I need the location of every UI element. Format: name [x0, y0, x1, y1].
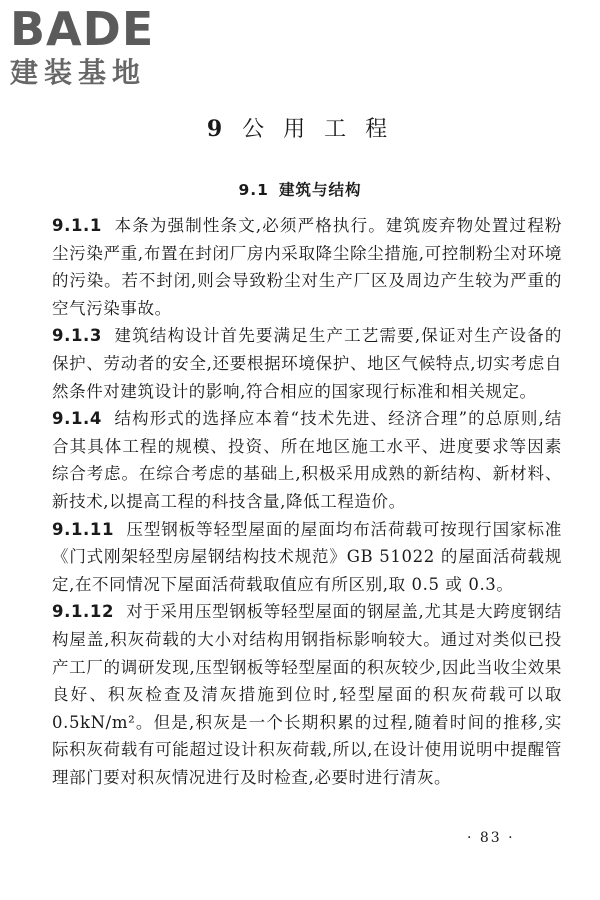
- clause-text: 对于采用压型钢板等轻型屋面的钢屋盖,尤其是大跨度钢结构屋盖,积灰荷载的大小对结构用钢指标影响较大。通过对类似已投产工厂的调研发现,压型钢板等轻型屋面的积灰较少,因此当收尘效果良好、积灰检查及清灰措施到位时,轻型屋面的积灰荷载可以取 0.5kN/m²。但是,积灰是一个长期积累的过程,随着时间的推移,实际积灰荷载有可能超过设计积灰荷载,所以,在设计使用说明中提醒管理部门要对积灰情况进行及时检查,必要时进行清灰。: [52, 602, 562, 787]
- clause-number: 9.1.1: [52, 216, 102, 235]
- clause-paragraph: [52, 322, 562, 405]
- publisher-logo: [10, 4, 180, 90]
- clause-paragraph: [52, 405, 562, 515]
- clause-text: 建筑结构设计首先要满足生产工艺需要,保证对生产设备的保护、劳动者的安全,还要根据环境保护、地区气候特点,切实考虑自然条件对建筑设计的影响,符合相应的国家现行标准和相关规定。: [52, 326, 562, 401]
- section-number: 9.1: [238, 181, 269, 199]
- clause-number: 9.1.12: [52, 602, 115, 622]
- chapter-heading: [0, 112, 600, 143]
- clause-number: 9.1.4: [52, 409, 102, 429]
- page-number: · 83 ·: [467, 830, 515, 846]
- body-text: [52, 212, 562, 791]
- chapter-number: 9: [206, 116, 229, 142]
- clause-number: 9.1.11: [52, 519, 115, 539]
- chapter-title: 公 用 工 程: [242, 117, 394, 142]
- clause-paragraph: [52, 516, 562, 599]
- logo-chinese-text: 建装基地: [10, 56, 147, 89]
- logo-latin-text: BADE: [10, 2, 155, 56]
- clause-text: 压型钢板等轻型屋面的屋面均布活荷载可按现行国家标准《门式刚架轻型房屋钢结构技术规范》GB 51022 的屋面活荷载规定,在不同情况下屋面活荷载取值应有所区别,取 0.5 或 0.3。: [52, 519, 562, 594]
- clause-text: 结构形式的选择应本着“技术先进、经济合理”的总原则,结合其具体工程的规模、投资、所在地区施工水平、进度要求等因素综合考虑。在综合考虑的基础上,积极采用成熟的新结构、新材料、新技术,以提高工程的科技含量,降低工程造价。: [52, 409, 562, 511]
- clause-number: 9.1.3: [52, 326, 102, 346]
- clause-paragraph: [52, 598, 562, 791]
- section-title: 建筑与结构: [278, 181, 362, 199]
- clause-text: 本条为强制性条文,必须严格执行。建筑废弃物处置过程粉尘污染严重,布置在封闭厂房内采取降尘除尘措施,可控制粉尘对环境的污染。若不封闭,则会导致粉尘对生产厂区及周边产生较为严重的空气污染事故。: [52, 216, 562, 318]
- section-heading: [0, 178, 600, 200]
- clause-paragraph: [52, 212, 562, 322]
